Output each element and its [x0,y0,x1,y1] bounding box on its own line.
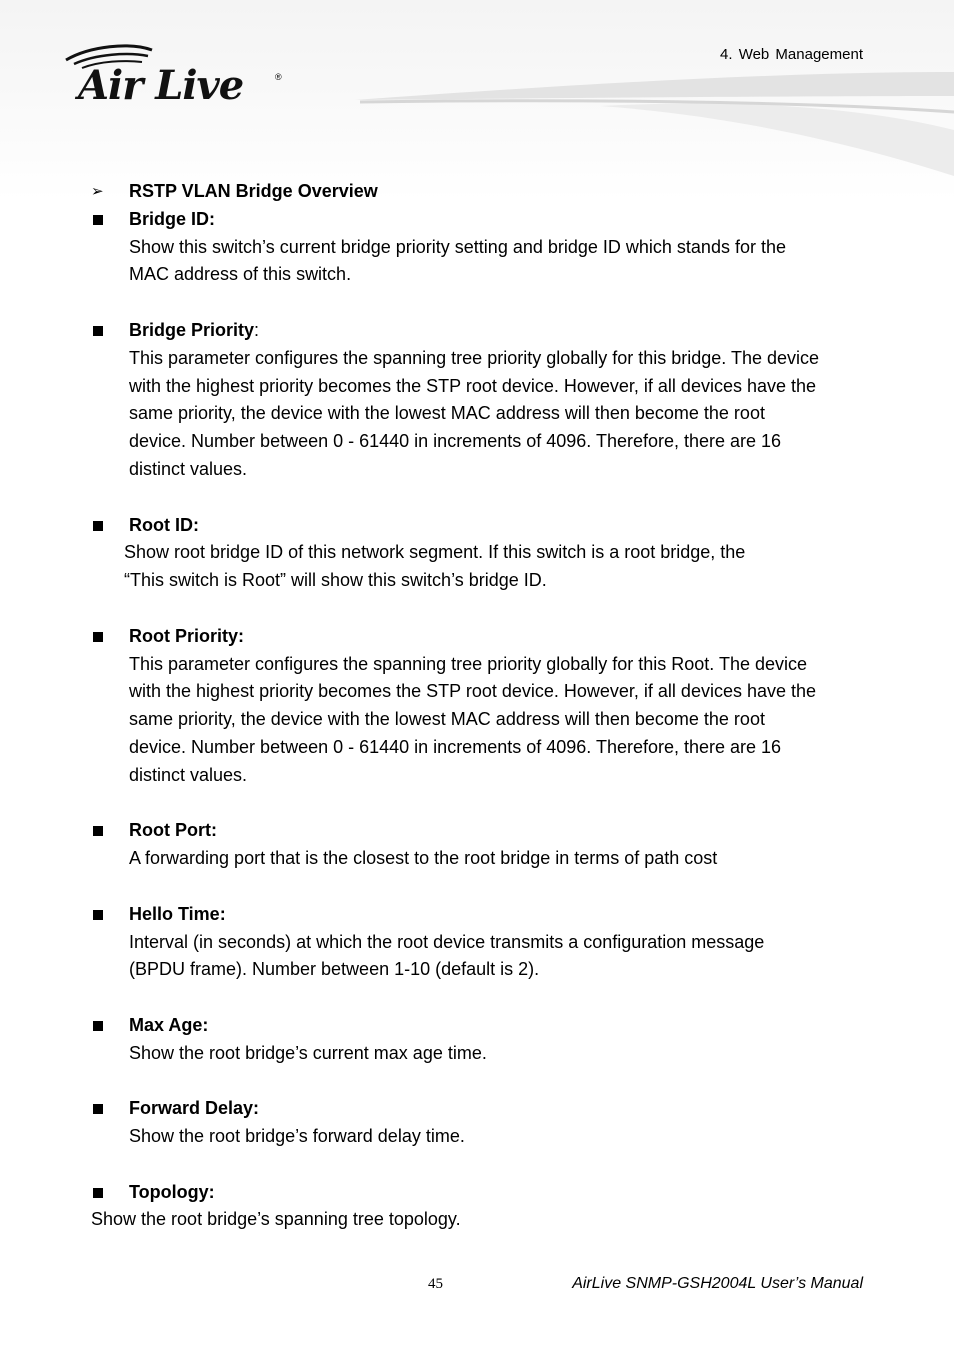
item-text-line: A forwarding port that is the closest to the root bridge in terms of path cost [129,848,718,869]
item-title: Topology: [129,1181,215,1202]
square-bullet-icon [93,910,103,920]
item-heading-row [91,1012,871,1040]
arrow-bullet-icon: ➢ [91,182,104,200]
item-heading-row [91,512,871,540]
item-text-line: same priority, the device with the lowest MAC address will then become the root [129,403,765,424]
item-title: Root Priority: [129,625,244,646]
item-text-line: device. Number between 0 - 61440 in increments of 4096. Therefore, there are 16 [129,736,782,757]
square-bullet-icon [93,826,103,836]
item-title: Root Port: [129,820,217,841]
item-title: Bridge ID: [129,208,216,229]
registered-mark: ® [275,72,282,82]
item-text-line: (BPDU frame). Number between 1-10 (default is 2). [129,959,540,980]
square-bullet-icon [93,1021,103,1031]
overview-heading-row [91,178,871,206]
item-text-line: This parameter configures the spanning tree priority globally for this bridge. The device [129,347,820,368]
item-title: Hello Time: [129,903,226,924]
item-text-line: distinct values. [129,764,248,785]
item-heading-row [91,901,871,929]
item-text-line: MAC address of this switch. [129,264,352,285]
item-text-line: Show the root bridge’s spanning tree topology. [91,1209,461,1230]
item-text-line: same priority, the device with the lowest MAC address will then become the root [129,709,765,730]
item-heading-row [91,623,871,651]
manual-title: AirLive SNMP-GSH2004L User’s Manual [572,1275,863,1292]
item-text-line: Interval (in seconds) at which the root device transmits a configuration message [129,931,765,952]
airlive-logo: Air Live [78,62,244,109]
item-title: Root ID: [129,514,199,535]
section-label: 4. Web Management [720,46,863,63]
item-title-suffix: : [254,319,260,340]
overview-heading: RSTP VLAN Bridge Overview [129,181,378,201]
item-text-line: This parameter configures the spanning tree priority globally for this Root. The device [129,653,808,674]
item-heading-row [91,817,871,845]
square-bullet-icon [93,215,103,225]
item-title: Forward Delay: [129,1098,260,1119]
item-text-line: distinct values. [129,458,248,479]
item-title: Max Age: [129,1014,209,1035]
item-heading-row [91,317,871,345]
item-heading-row [91,206,871,234]
item-text-line: Show root bridge ID of this network segment. If this switch is a root bridge, the [124,542,746,563]
square-bullet-icon [93,1104,103,1114]
item-text-line: Show this switch’s current bridge priority setting and bridge ID which stands for the [129,236,786,257]
item-heading-row [91,1179,871,1207]
item-text-line: device. Number between 0 - 61440 in increments of 4096. Therefore, there are 16 [129,431,782,452]
item-text-line: with the highest priority becomes the STP root device. However, if all devices have the [129,375,817,396]
square-bullet-icon [93,1188,103,1198]
item-text-line: with the highest priority becomes the STP root device. However, if all devices have the [129,681,817,702]
item-heading-row [91,1095,871,1123]
document-body [91,178,871,1234]
item-text-line: Show the root bridge’s forward delay time. [129,1126,465,1147]
square-bullet-icon [93,632,103,642]
item-title: Bridge Priority [129,319,255,340]
item-text-line: “This switch is Root” will show this switch’s bridge ID. [124,570,547,591]
item-text-line: Show the root bridge’s current max age time. [129,1042,487,1063]
page-number: 45 [428,1276,443,1292]
square-bullet-icon [93,521,103,531]
square-bullet-icon [93,326,103,336]
